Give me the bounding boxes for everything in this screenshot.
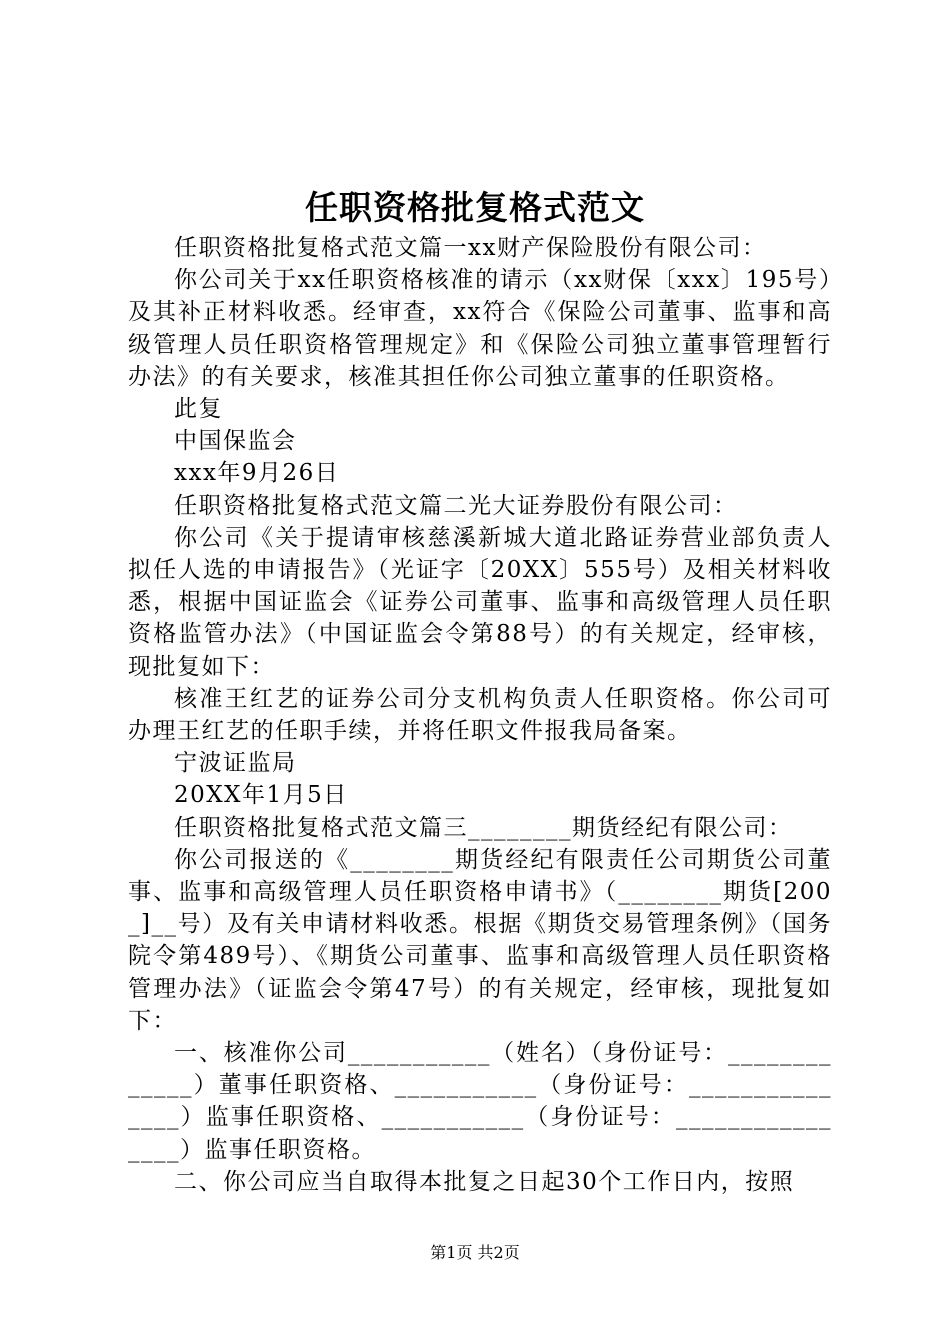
paragraph-heading-1: 任职资格批复格式范文篇一xx财产保险股份有限公司：: [174, 235, 767, 261]
paragraph: 二、你公司应当自取得本批复之日起30个工作日内，按照: [174, 1168, 795, 1195]
issue-date: xxx年9月26日: [174, 460, 340, 487]
paragraph-heading-3: 任职资格批复格式范文篇三________期货经纪有限公司：: [174, 814, 793, 841]
paragraph: 核准王红艺的证券公司分支机构负责人任职资格。你公司可办理王红艺的任职手续，并将任职文件报我局备案。: [128, 685, 832, 745]
page-footer: 第1页 共2页: [430, 1243, 520, 1262]
issuer-name: 宁波证监局: [174, 750, 297, 777]
issue-date: 20XX年1月5日: [174, 782, 348, 809]
closing-line: 此复: [174, 396, 223, 423]
paragraph: 你公司《关于提请审核慈溪新城大道北路证券营业部负责人拟任人选的申请报告》（光证字〔20XX〕555号）及相关材料收悉，根据中国证监会《证券公司董事、监事和高级管理人员任职资格监管办法》（中国证监会令第88号）的有关规定，经审核，现批复如下：: [128, 524, 832, 680]
paragraph: 你公司报送的《________期货经纪有限责任公司期货公司董事、监事和高级管理人员任职资格申请书》（________期货[200_]__号）及有关申请材料收悉。根据《期货交易管理条例》（国务院令第489号）、《期货公司董事、监事和高级管理人员任职资格管理办法》（证监会令第47号）的有关规定，经审核，现批复如下：: [128, 846, 832, 1034]
paragraph: 你公司关于xx任职资格核准的请示（xx财保〔xxx〕195号）及其补正材料收悉。经审查，xx符合《保险公司董事、监事和高级管理人员任职资格管理规定》和《保险公司独立董事管理暂行办法》的有关要求，核准其担任你公司独立董事的任职资格。: [128, 267, 832, 390]
issuer-name: 中国保监会: [174, 428, 297, 455]
document-body: [128, 232, 832, 1198]
document-title: 任职资格批复格式范文: [305, 188, 645, 227]
paragraph: 一、核准你公司___________（姓名）（身份证号：_____________）董事任职资格、___________（身份证号：_______________）监事任职资格、___________（身份证号：________________）监事任职资格。: [128, 1040, 832, 1163]
paragraph-heading-2: 任职资格批复格式范文篇二光大证券股份有限公司：: [174, 492, 738, 519]
